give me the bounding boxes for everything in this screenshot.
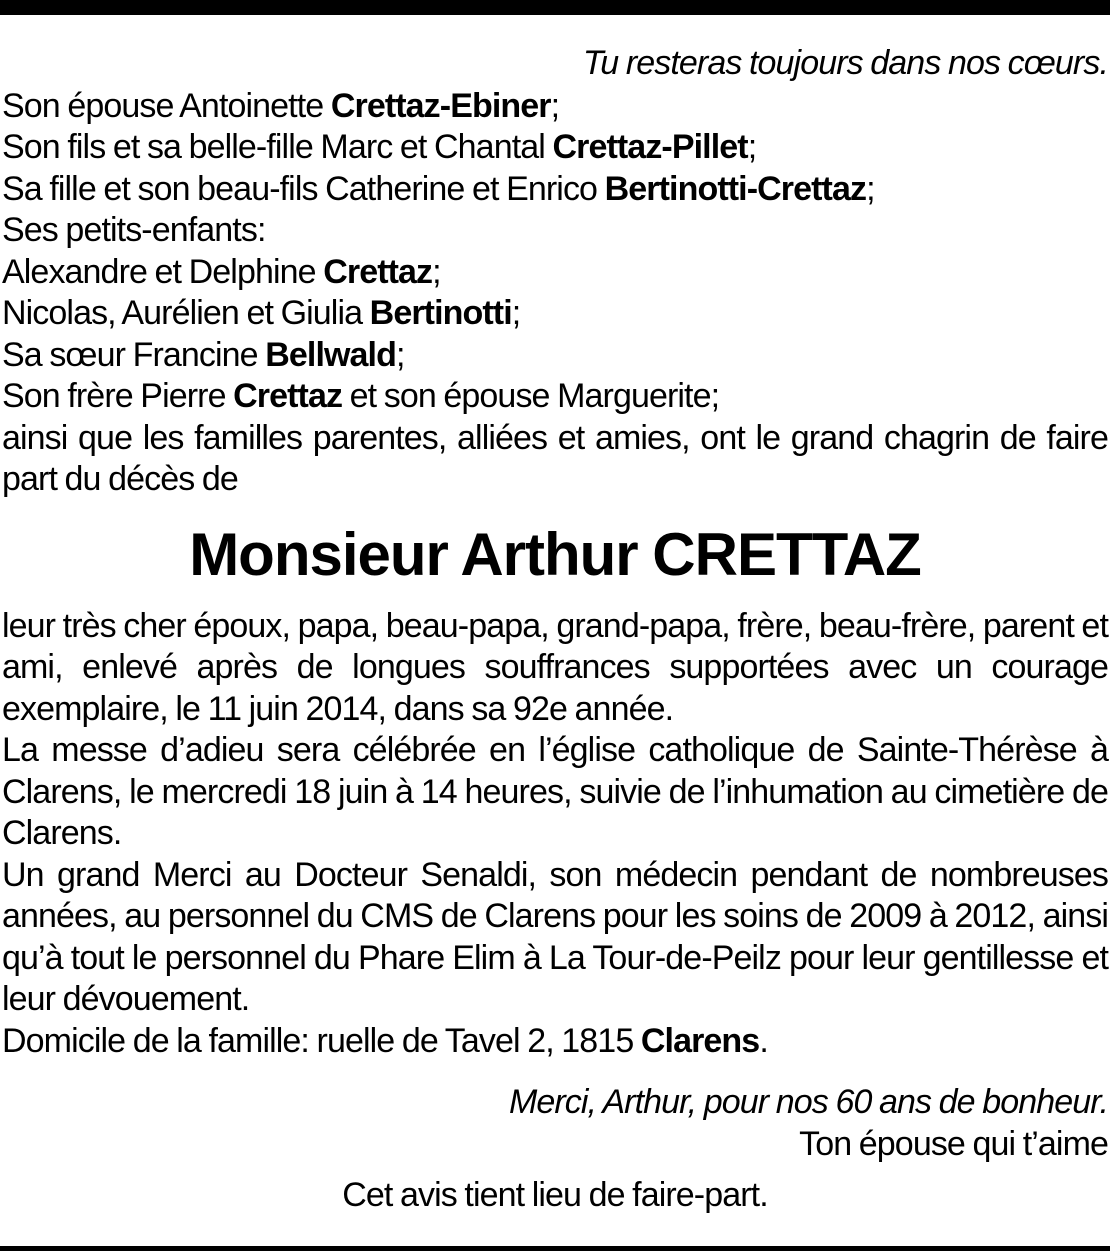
bottom-rule: [0, 1246, 1110, 1251]
family-line-text: Alexandre et Delphine: [2, 252, 324, 291]
family-line-grandchildren-crettaz: [2, 252, 1108, 294]
family-name: Crettaz: [233, 377, 343, 415]
closing-signature: Ton épouse qui t’aime: [799, 1124, 1108, 1163]
obituary-notice: [2, 43, 1108, 1217]
family-line-end: ;: [511, 294, 521, 332]
family-line-text: Sa fille et son beau-fils Catherine et Enrico: [2, 169, 605, 208]
closing-message: Merci, Arthur, pour nos 60 ans de bonheur.: [508, 1083, 1108, 1121]
family-line-text: Sa sœur Francine: [2, 335, 266, 374]
top-rule: [0, 0, 1110, 15]
family-name: Crettaz-Ebiner: [330, 86, 551, 125]
family-name: Crettaz: [323, 252, 433, 291]
faire-part-notice: Cet avis tient lieu de faire-part.: [342, 1176, 768, 1214]
family-line-end: ;: [432, 252, 441, 291]
domicile-line: [2, 1021, 1108, 1063]
deceased-name: Monsieur Arthur CRETTAZ: [189, 520, 921, 588]
family-line-text: Son épouse Antoinette: [2, 86, 331, 125]
domicile-end: .: [759, 1021, 768, 1060]
family-name: Bertinotti: [369, 294, 512, 332]
family-name: Bertinotti-Crettaz: [604, 169, 867, 208]
family-line-daughter: [2, 169, 1108, 211]
family-line-end: ;: [866, 169, 875, 208]
family-line-end: ;: [747, 128, 757, 166]
family-line-text: Ses petits-enfants:: [2, 211, 266, 249]
family-line-brother: [2, 376, 1108, 418]
family-line-text: Son frère Pierre: [2, 377, 234, 415]
motto: Tu resteras toujours dans nos cœurs.: [582, 44, 1108, 82]
family-line-end: ;: [395, 335, 405, 374]
family-name: Crettaz-Pillet: [552, 128, 748, 166]
domicile-text: Domicile de la famille: ruelle de Tavel 2, 1815: [2, 1021, 641, 1060]
announcement-paragraph: ainsi que les familles parentes, alliées et amies, ont le grand chagrin de faire part du décès de: [2, 418, 1108, 498]
family-line-grandchildren-heading: [2, 210, 1108, 252]
ceremony-paragraph: La messe d’adieu sera célébrée en l’église catholique de Sainte-Thérèse à Clarens, le mercredi 18 juin à 14 heures, suivie de l’inhumation au cimetière de Clarens.: [2, 731, 1108, 852]
family-line-grandchildren-bertinotti: [2, 293, 1108, 335]
domicile-town: Clarens: [640, 1021, 760, 1060]
family-name: Bellwald: [265, 335, 396, 374]
thanks-paragraph: Un grand Merci au Docteur Senaldi, son médecin pendant de nombreuses années, au personnel du CMS de Clarens pour les soins de 2009 à 2012, ainsi qu’à tout le personnel du Phare Elim à La Tour-de-Peilz pour leur gentillesse et leur dévouement.: [2, 855, 1108, 1018]
family-line-sister: [2, 335, 1108, 377]
family-line-end: ;: [550, 86, 560, 125]
family-line-spouse: [2, 86, 1108, 128]
family-line-end: et son épouse Marguerite;: [342, 377, 720, 415]
description-paragraph: leur très cher époux, papa, beau-papa, grand-papa, frère, beau-frère, parent et ami, enlevé après de longues souffrances supportées avec un courage exemplaire, le 11 juin 2014, dans sa 92e année.: [2, 606, 1108, 728]
family-line-son: [2, 127, 1108, 169]
family-line-text: Nicolas, Aurélien et Giulia: [2, 294, 370, 332]
family-list: [2, 86, 1108, 418]
family-line-text: Son fils et sa belle-fille Marc et Chantal: [2, 128, 553, 166]
